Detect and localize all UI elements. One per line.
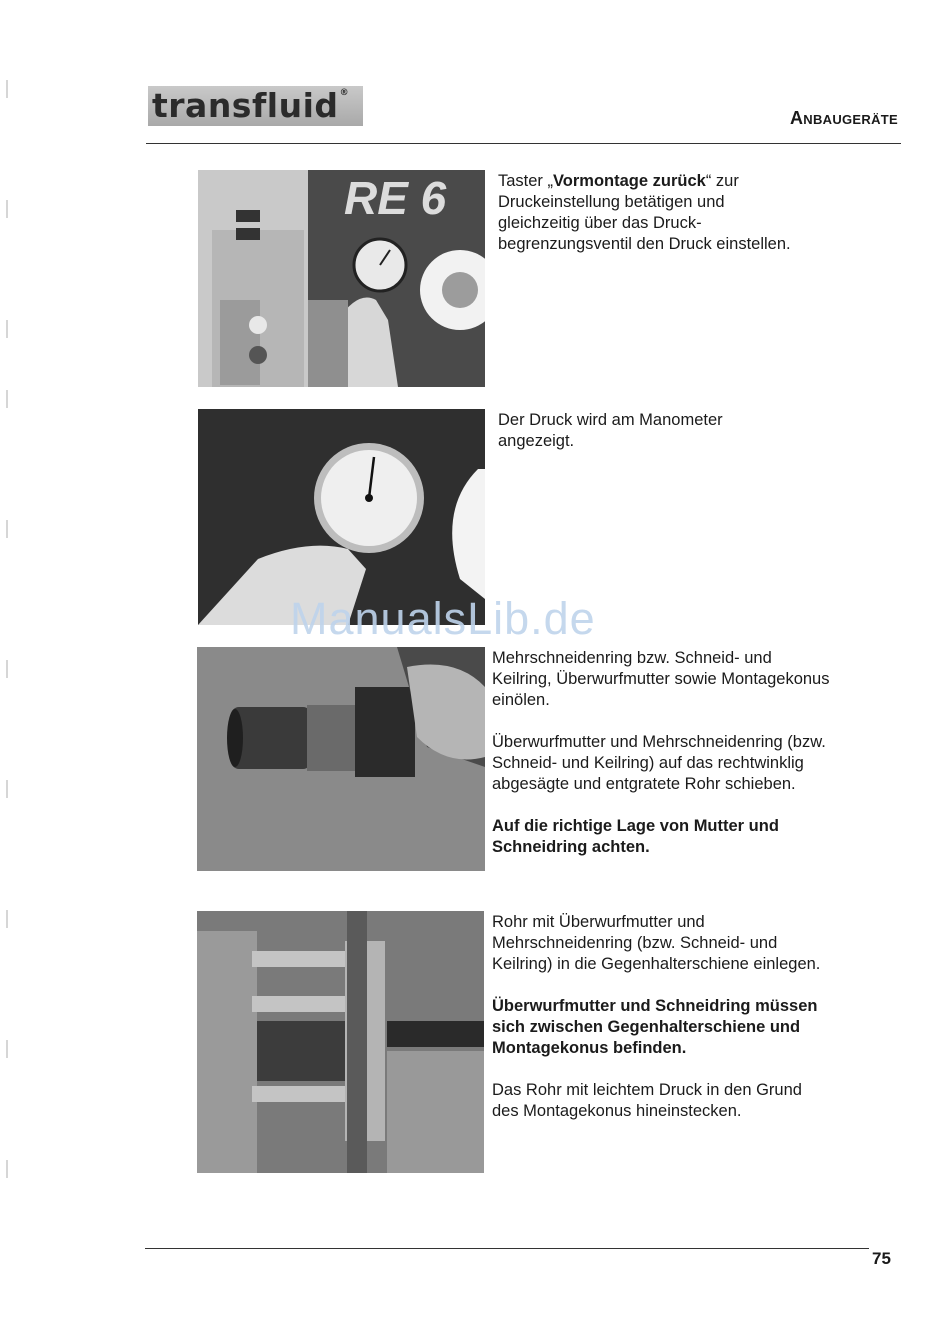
paragraph-emphasis: Überwurfmutter und Schneidring müssen sich zwischen Gegenhalterschiene und Montagekonus befinden. (492, 997, 818, 1057)
section-title: Anbaugeräte (789, 108, 898, 128)
paragraph: Überwurfmutter und Mehrschneidenring (bzw. Schneid- und Keilring) auf das rechtwinklig abgesägte und entgratete Rohr schieben. (492, 733, 826, 793)
footer-divider (145, 1248, 869, 1249)
paragraph: Das Rohr mit leichtem Druck in den Grund des Montagekonus hineinstecken. (492, 1081, 802, 1120)
section-2-text (498, 410, 798, 452)
header-divider (146, 143, 901, 144)
paragraph: Taster „Vormontage zurück“ zur Druckeinstellung betätigen und gleichzeitig über das Druck-begrenzungsventil den Druck einstellen. (498, 172, 791, 253)
margin-scan-marks (6, 60, 14, 1210)
section-1-text (498, 171, 798, 255)
paragraph: Der Druck wird am Manometer angezeigt. (498, 411, 723, 450)
oiling-ring-illustration (197, 647, 485, 871)
watermark: ManualsLib.de (290, 593, 596, 644)
paragraph: Mehrschneidenring bzw. Schneid- und Keilring, Überwurfmutter sowie Montagekonus einölen. (492, 649, 830, 709)
paragraph: Rohr mit Überwurfmutter und Mehrschneidenring (bzw. Schneid- und Keilring) in die Gegenhalterschiene einlegen. (492, 913, 821, 973)
section-4-text (492, 912, 832, 1122)
counter-holder-illustration (197, 911, 484, 1173)
counter-holder-photo (197, 911, 484, 1173)
press-gauge-illustration (198, 170, 485, 387)
press-gauge-photo (198, 170, 485, 387)
machine-label: RE 6 (344, 172, 447, 224)
section-3-text (492, 648, 832, 858)
oiling-ring-photo (197, 647, 485, 871)
page-number: 75 (872, 1249, 891, 1268)
paragraph-emphasis: Auf die richtige Lage von Mutter und Schneidring achten. (492, 817, 779, 856)
transfluid-logo: transfluid® (148, 86, 363, 126)
